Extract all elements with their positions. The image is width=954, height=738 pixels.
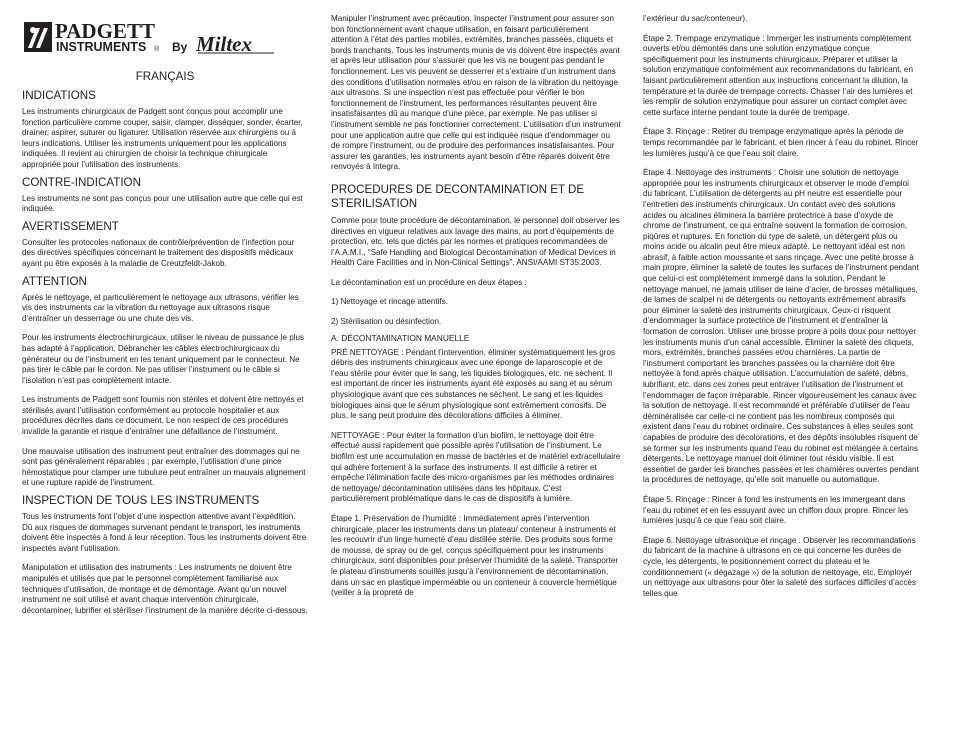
paragraph: Les instruments ne sont pas conçus pour une utilisation autre que celle qui est indiquée.	[22, 193, 303, 214]
column-1-content	[22, 89, 308, 616]
paragraph: Étape 6. Nettoyage ultrasonique et rinçage : Observer les recommandations du fabricant de la machine à ultrasons en ce qui concerne les durées de cycle, les détergents, le positionnement correct du plateau et le conditionnement (« dégazage ») de la solution de nettoyage, etc. Employer un nettoyage aux ultrasons pour ôter la saleté des surfaces difficiles d’accès telles que	[643, 535, 916, 598]
paragraph: NETTOYAGE : Pour éviter la formation d’un biofilm, le nettoyage doit être effectué aussi rapidement que possible après l’utilisation de l’instrument. Le biofilm est une accumulation en masse de bactéries et de matériel extracellulaire qui adhère fortement à la surface des instruments. Il est difficile à retirer et empêche l’élimination facile des micro-organismes par les méthodes ordinaires de nettoyage/ décontamination utilisées dans les hôpitaux. C’est particulièrement problématique dans le cas de dispositifs à lumière.	[331, 430, 621, 504]
section-heading: AVERTISSEMENT	[22, 219, 119, 233]
subsection-heading: A. DÉCONTAMINATION MANUELLE	[331, 332, 470, 343]
padgett-miltex-logo	[22, 18, 308, 56]
column-3-content	[643, 14, 919, 599]
paragraph: Consulter les protocoles nationaux de contrôle/prévention de l’infection pour des directives spécifiques concernant le traitement des dispositifs médicaux ayant pu être exposés à la maladie de Creutzfeldt-Jakob.	[22, 237, 295, 268]
section-heading: PROCEDURES DE DECONTAMINATION ET DE STERILISATION	[331, 182, 585, 211]
paragraph: Étape 2. Trempage enzymatique : Immerger les instruments complètement ouverts et/ou démontés dans une solution enzymatique conçue spécifiquement pour les instruments chirurgicaux. Préparer et utiliser la solution enzymatique conformément aux recommandations du fabricant, en faisant particulièrement attention aux instructions concernant la dilution, la température et la durée de trempage corrects. Chasser l’air des lumières et les remplir de solution enzymatique pour assurer un contact complet avec cette surface interne pendant toute la durée de trempage.	[643, 33, 913, 117]
paragraph: Manipuler l’instrument avec précaution. Inspecter l’instrument pour assurer son bon fonctionnement avant chaque utilisation, en faisant particulièrement attention à l’état des parties mobiles, extrémités, branches passées, cliquets et bords tranchants. Tous les instruments munis de vis doivent être inspectés avant et après leur utilisation pour s’assurer que les vis ne bougent pas pendant le fonctionnement. Les vis peuvent se desserrer et s’extraire d’un instrument dans des conditions d’utilisation normales et/ou en raison de la vibration du nettoyage aux ultrasons. Si une inspection n’est pas effectuée pour vérifier le bon fonctionnement de l’instrument, les performances résultantes peuvent être insatisfaisantes dû au manque d’une pièce, par exemple. Ne pas utiliser si l’instrument semble ne pas fonctionner correctement. L’utilisation d’un instrument pour une application autre que celle qui est indiquée risque d’endommager ou de rompre l’instrument, ou de produire des performances insatisfaisantes. Pour assurer les garanties, les instruments ayant besoin d’être réparés doivent être renvoyés à Integra.	[331, 14, 621, 172]
paragraph: 1) Nettoyage et rincage attentifs.	[331, 297, 448, 307]
paragraph: La décontamination est un procédure en deux étapes :	[331, 277, 527, 287]
section-heading: INDICATIONS	[22, 89, 96, 102]
brand-name: PADGETT	[55, 19, 155, 43]
paragraph: PRÉ NETTOYAGE : Pendant l’intervention, éliminer systématiquement les gros débris des instruments chirurgicaux avec une éponge de laparoscopie et de l’eau stérile pour éviter que le sang, les liquides biologiques, etc. ne sèchent. Il est important de rincer les instruments ayant été exposés au sang et au sérum physiologique avant que ces substances ne sèchent. Le sang et les liquides biologiques ainsi que le sérum physiologique sont extrêmement corrosifs. De plus, le sang peut produire des décolorations difficiles à éliminer.	[331, 347, 615, 421]
paragraph: Étape 3. Rinçage : Retirer du trempage enzymatique après la période de temps recommandée par le fabricant, et bien rincer à l’eau du robinet. Rincer les lumières jusqu’à ce que l’eau soit claire.	[643, 127, 919, 158]
paragraph: Après le nettoyage, et particulièrement le nettoyage aux ultrasons, vérifier les vis des instruments car la vibration du nettoyage aux ultrasons risque d’entraîner un desserrage ou une chute des vis.	[22, 292, 299, 323]
paragraph: Manipulation et utilisation des instruments : Les instruments ne doivent être manipulés et utilisés que par le personnel complètement familiarisé aux techniques d’utilisation, de montage et de démontage. Avant qu’un nouvel instrument ne soit utilisé et avant chaque intervention chirurgicale, décontaminer, lubrifier et stériliser l’instrument de la manière décrite ci-dessous.	[22, 563, 308, 615]
column-3	[643, 14, 919, 599]
paragraph: Étape 5. Rinçage : Rincer à fond les instruments en les immergeant dans l’eau du robinet et en les essuyant avec un chiffon doux propre. Rincer les lumières jusqu’à ce que l’eau soit claire.	[643, 494, 909, 526]
paragraph: Les instruments chirurgicaux de Padgett sont conçus pour accomplir une fonction particulière comme couper, saisir, clamper, disséquer, sonder, écarter, drainer, aspirer, suturer ou ligaturer. Utilisation réservée aux chirurgiens ou à leurs indications. Utiliser les instruments uniquement pour les applications indiquées. Il revient au chirurgien de choisir la technique chirurgicale appropriée pour l’utilisation des instruments.	[22, 107, 303, 169]
registered-mark: ®	[154, 46, 160, 53]
paragraph: Étape 4. Nettoyage des instruments : Choisir une solution de nettoyage appropriée pour les instruments chirurgicaux et observer le mode d’emploi du fabricant. L’utilisation de détergents au pH neutre est essentielle pour l’entretien des instruments chirurgicaux. Un contact avec des solutions acides ou alcalines éliminera la barrière protectrice à base d’oxyde de chrome de l’instrument, ce qui entraîne souvent la formation de corrosion, piqûres et ruptures. En fonction du type de saleté, un détergent plus ou moins acide ou alcalin peut être mieux adapté. Le nettoyant idéal est non abrasif, à faible action moussante et sans rinçage. Avec une petite brosse à main propre, éliminer la saleté de toutes les surfaces de l’instrument pendant que celui-ci est complètement immergé dans la solution. Pendant le nettoyage manuel, ne jamais utiliser de laine d’acier, de brosses métalliques, de lames de scalpel ni de détergents ou nettoyants extrêmement abrasifs pour éliminer la saleté des instruments chirurgicaux. Ceux-ci risquent d’endommager la surface protectrice de l’instrument et d’entraîner la formation de corrosion. Utiliser une brosse propre à poils doux pour nettoyer les instruments munis d’un canal accessible. Éliminer la saleté des cliquets, mors, extrémités, branches passées et/ou charnières. La partie de l’instrument comportant les branches passées ou la charnière doit être nettoyée à fond après chaque utilisation. L’accumulation de saleté, débris, lubrifiant, etc. dans ces zones peut entraver l’utilisation de l’instrument et l’endommager de façon irréparable. Rincer vigoureusement les canaux avec la solution de nettoyage. Il est recommandé et préférable d’utiliser de l’eau déminéralisée car celle-ci ne contient pas les nombreux composés qui existent dans l’eau du robinet ordinaire. Ces substances à elles seules sont capables de produire des décolorations, et des dépôts insolubles risquent de se former sur les instruments quand l’eau du robinet est mélangée à certains détergents. Le nettoyage manuel doit éliminer tout résidu visible. Il est essentiel de garder les branches passées et les charnières ouvertes pendant la procédures de nettoyage, qu’elle soit manuelle ou automatique.	[643, 168, 919, 485]
paragraph: Les instruments de Padgett sont fournis non stériles et doivent être nettoyés et stérilisés avant l’utilisation conformément au protocole hospitalier et aux procédures décrites dans ce document. Le non respect de ces procédures invalide la garantie et risque d’entraîner une défaillance de l’instrument.	[22, 395, 304, 437]
padgett-logo-icon	[22, 18, 308, 56]
paragraph: 2) Stérilisation ou désinfection.	[331, 317, 442, 327]
by-text: By	[172, 40, 188, 54]
paragraph: Tous les instruments font l’objet d’une inspection attentive avant l’expédition. Dû aux risques de dommages survenant pendant le transport, les instruments doivent être inspectés à fond à leur réception. Tous les instruments doivent être inspectés avant l’utilisation.	[22, 512, 307, 553]
column-2	[331, 14, 621, 599]
paragraph: Comme pour toute procédure de décontamination, le personnel doit observer les directives en vigueur relatives aux lavage des mains, au port d’équipements de protection, etc. tels que dictés par les normes et pratiques recommandées de l’A.A.M.I., “Safe Handling and Biological Decontamination of Medical Devices in Health Care Facilities and in Non-Clinical Settings”, ANSI/AAMI ST35:2003.	[331, 215, 620, 268]
language-heading: FRANÇAIS	[135, 70, 195, 83]
column-2-content	[331, 14, 621, 599]
miltex-logo: Miltex	[196, 32, 252, 56]
paragraph: l’extérieur du sac/conteneur).	[643, 14, 748, 23]
paragraph: Étape 1. Préservation de l’humidité : Immédiatement après l’intervention chirurgicale, placer les instruments dans un plateau/ conteneur à instruments et les recouvrir d’un linge humecté d’eau distillée stérile. Des produits sous forme de mousse, de spray ou de gel, conçus spécifiquement pour les instruments chirurgicaux, sont disponibles pour préserver l’humidité de la saleté. Transporter le plateau d’instruments souillés jusqu’à l’environnement de décontamination, dans un sac en plastique imperméable ou un conteneur à couvercle hermétique (veiller à la propreté de	[331, 513, 619, 598]
column-1	[22, 18, 308, 616]
paragraph: Une mauvaise utilisation des instrument peut entraîner des dommages qui ne sont pas généralement réparables ; par exemple, l’utilisation d’une pince hémostatique pour clamper une tubulure peut entraîner un mauvais alignement et une rupture rapide de l’instrument.	[22, 446, 306, 488]
brand-sub: INSTRUMENTS	[56, 40, 147, 54]
section-heading: INSPECTION DE TOUS LES INSTRUMENTS	[22, 494, 260, 508]
section-heading: ATTENTION	[22, 274, 87, 288]
paragraph: Pour les instruments électrochirurgicaux, utiliser le niveau de puissance le plus bas adapté à l’application. Débrancher les câbles électrochirurgicaux du générateur ou de l’instrument en les tenant uniquement par le connecteur. Ne pas tirer le câble par le cordon. Ne pas utiliser l’instrument ou le câble si l’isolation n’est pas complètement intacte.	[22, 333, 305, 385]
section-heading: CONTRE-INDICATION	[22, 175, 141, 189]
